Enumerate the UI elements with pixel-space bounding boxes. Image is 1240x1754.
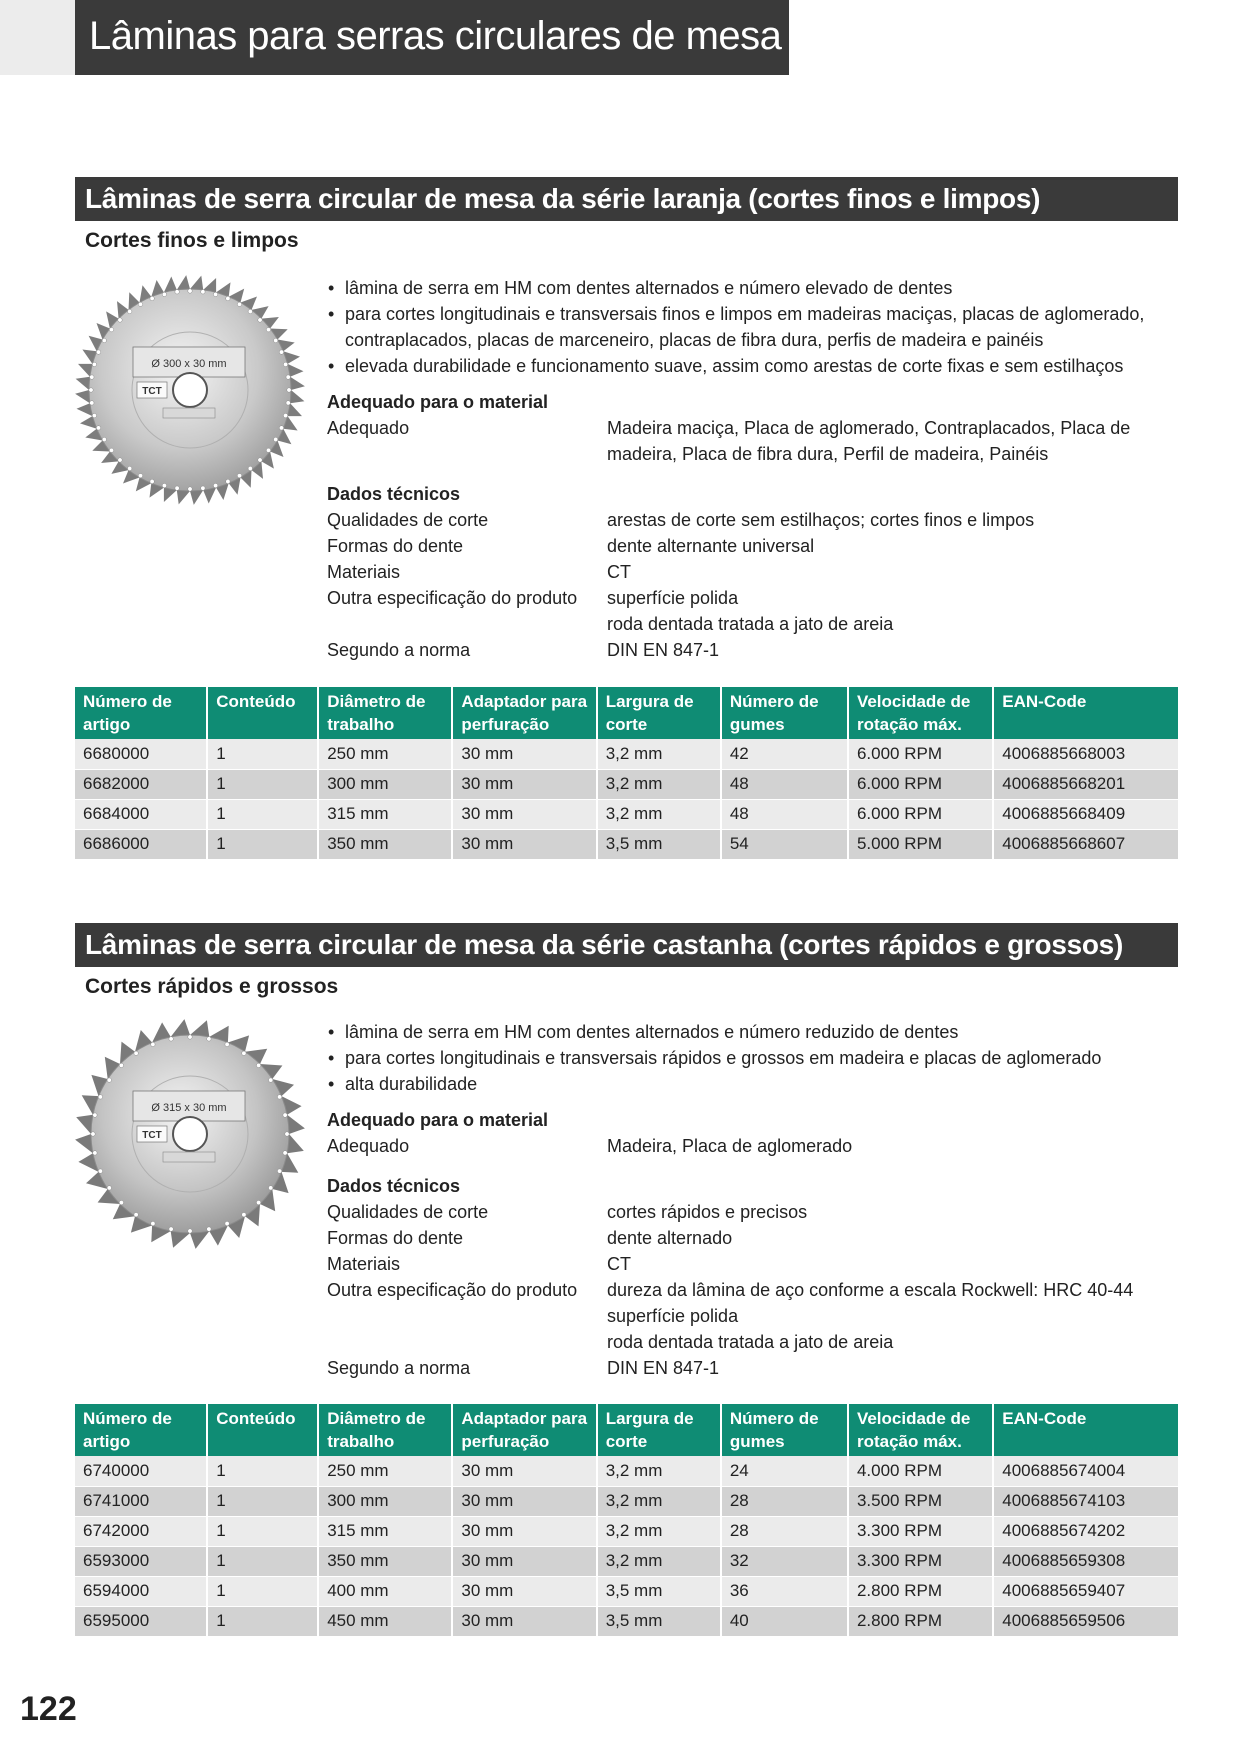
spec-row [327, 1199, 1177, 1225]
spec-label: Outra especificação do produto [327, 1280, 578, 1300]
table-cell: 28 [721, 1486, 848, 1516]
table-cell: 6741000 [75, 1486, 207, 1516]
table-cell: 250 mm [318, 739, 452, 769]
table-row [75, 1516, 1178, 1546]
blade-label: Ø 300 x 30 mm [151, 358, 227, 370]
product-details [327, 275, 1177, 663]
spec-label: Segundo a norma [327, 640, 471, 660]
table-cell: 4006885659506 [993, 1606, 1178, 1636]
table-cell: 350 mm [318, 829, 452, 859]
table-cell: 3.300 RPM [848, 1546, 993, 1576]
table-cell: 30 mm [452, 1516, 596, 1546]
table-row [75, 829, 1178, 859]
table-cell: 350 mm [318, 1546, 452, 1576]
table-cell: 3,2 mm [597, 1516, 721, 1546]
column-header: EAN-Code [993, 687, 1178, 739]
spec-value: roda dentada tratada a jato de areia [607, 614, 894, 634]
table-cell: 1 [207, 1486, 318, 1516]
product-section-brown [75, 923, 1178, 1630]
blade-label: Ø 315 x 30 mm [151, 1102, 227, 1114]
product-table [75, 687, 1178, 860]
feature-item: • para cortes longitudinais e transversais rápidos e grossos em madeira e placas de aglomerado [327, 1045, 1177, 1071]
spec-value: DIN EN 847-1 [607, 640, 720, 660]
material-value: Madeira, Placa de aglomerado [607, 1136, 853, 1156]
table-cell: 6684000 [75, 799, 207, 829]
spec-value: DIN EN 847-1 [607, 1358, 720, 1378]
table-cell: 30 mm [452, 769, 596, 799]
tech-heading: Dados técnicos [327, 484, 461, 504]
table-cell: 24 [721, 1456, 848, 1486]
table-cell: 4006885668003 [993, 739, 1178, 769]
table-row [75, 1456, 1178, 1486]
page-title-bar [75, 0, 789, 75]
table-row [75, 1546, 1178, 1576]
table-cell: 30 mm [452, 799, 596, 829]
table-cell: 6.000 RPM [848, 799, 993, 829]
spec-label: Formas do dente [327, 1228, 464, 1248]
table-cell: 32 [721, 1546, 848, 1576]
section-title: Lâminas de serra circular de mesa da série laranja (cortes finos e limpos) [85, 183, 1041, 214]
feature-list [327, 275, 1177, 379]
section-title-bar [75, 923, 1178, 967]
table-row [75, 1606, 1178, 1636]
table-cell: 315 mm [318, 799, 452, 829]
spec-row [327, 637, 1177, 663]
table-cell: 30 mm [452, 1486, 596, 1516]
spec-row [327, 1277, 1177, 1303]
table-cell: 1 [207, 769, 318, 799]
spec-label [327, 1329, 607, 1355]
material-value: Madeira maciça, Placa de aglomerado, Contraplacados, Placa de madeira, Placa de fibra dura, Perfil de madeira, Painéis [607, 418, 1131, 464]
table-row [75, 1576, 1178, 1606]
table-cell: 300 mm [318, 769, 452, 799]
column-header: Adaptador para perfuração [452, 687, 596, 739]
spec-label [327, 611, 607, 637]
column-header: Largura de corte [597, 1404, 721, 1456]
spec-label: Materiais [327, 1254, 401, 1274]
svg-text:TCT: TCT [142, 386, 162, 397]
spec-row [327, 1303, 1177, 1329]
table-cell: 1 [207, 829, 318, 859]
table-cell: 6595000 [75, 1606, 207, 1636]
table-cell: 40 [721, 1606, 848, 1636]
column-header: Diâmetro de trabalho [318, 1404, 452, 1456]
table-cell: 6686000 [75, 829, 207, 859]
spec-value: superfície polida [607, 588, 739, 608]
column-header: Adaptador para perfuração [452, 1404, 596, 1456]
spec-row [327, 585, 1177, 611]
section-subtitle: Cortes finos e limpos [85, 229, 299, 252]
spec-value: arestas de corte sem estilhaços; cortes finos e limpos [607, 510, 1035, 530]
column-header: Número de artigo [75, 1404, 207, 1456]
table-cell: 3,2 mm [597, 739, 721, 769]
table-cell: 6593000 [75, 1546, 207, 1576]
spec-label [327, 1303, 607, 1329]
table-cell: 3,2 mm [597, 769, 721, 799]
table-cell: 2.800 RPM [848, 1576, 993, 1606]
material-label: Adequado [327, 1136, 410, 1156]
spec-row [327, 1355, 1177, 1381]
table-cell: 28 [721, 1516, 848, 1546]
material-heading: Adequado para o material [327, 1110, 549, 1130]
section-title: Lâminas de serra circular de mesa da série castanha (cortes rápidos e grossos) [85, 929, 1123, 960]
table-cell: 4006885659308 [993, 1546, 1178, 1576]
table-cell: 6680000 [75, 739, 207, 769]
feature-item: • alta durabilidade [327, 1071, 1177, 1097]
table-cell: 3,5 mm [597, 829, 721, 859]
spec-row [327, 1225, 1177, 1251]
table-cell: 30 mm [452, 1576, 596, 1606]
spec-value: cortes rápidos e precisos [607, 1202, 808, 1222]
saw-blade-image [75, 1019, 305, 1249]
feature-item: • lâmina de serra em HM com dentes alternados e número reduzido de dentes [327, 1019, 1177, 1045]
table-cell: 3.300 RPM [848, 1516, 993, 1546]
feature-item: • lâmina de serra em HM com dentes alternados e número elevado de dentes [327, 275, 1177, 301]
spec-label: Formas do dente [327, 536, 464, 556]
table-cell: 315 mm [318, 1516, 452, 1546]
table-cell: 3,5 mm [597, 1606, 721, 1636]
column-header: Número de gumes [721, 1404, 848, 1456]
table-cell: 400 mm [318, 1576, 452, 1606]
feature-item: • elevada durabilidade e funcionamento suave, assim como arestas de corte fixas e sem estilhaços [327, 353, 1177, 379]
spec-label: Qualidades de corte [327, 1202, 489, 1222]
table-cell: 48 [721, 799, 848, 829]
table-cell: 6.000 RPM [848, 769, 993, 799]
table-cell: 30 mm [452, 1546, 596, 1576]
table-row [75, 799, 1178, 829]
material-heading: Adequado para o material [327, 392, 549, 412]
table-cell: 4006885659407 [993, 1576, 1178, 1606]
spec-row [327, 611, 1177, 637]
table-cell: 1 [207, 1606, 318, 1636]
spec-row [327, 507, 1177, 533]
table-cell: 4.000 RPM [848, 1456, 993, 1486]
saw-blade-image [75, 275, 305, 505]
table-cell: 30 mm [452, 829, 596, 859]
table-cell: 6682000 [75, 769, 207, 799]
table-cell: 3,2 mm [597, 1546, 721, 1576]
column-header: EAN-Code [993, 1404, 1178, 1456]
feature-list [327, 1019, 1177, 1097]
spec-row [327, 533, 1177, 559]
table-row [75, 1486, 1178, 1516]
spec-label: Qualidades de corte [327, 510, 489, 530]
table-cell: 1 [207, 1456, 318, 1486]
page-number: 122 [20, 1690, 77, 1728]
table-cell: 4006885668201 [993, 769, 1178, 799]
table-cell: 42 [721, 739, 848, 769]
section-subtitle: Cortes rápidos e grossos [85, 975, 339, 998]
table-cell: 1 [207, 739, 318, 769]
table-cell: 3.500 RPM [848, 1486, 993, 1516]
table-cell: 4006885668607 [993, 829, 1178, 859]
spec-label: Materiais [327, 562, 401, 582]
table-cell: 250 mm [318, 1456, 452, 1486]
column-header: Número de gumes [721, 687, 848, 739]
spec-value: dureza da lâmina de aço conforme a escala Rockwell: HRC 40-44 [607, 1280, 1134, 1300]
svg-text:TCT: TCT [142, 1130, 162, 1141]
product-table [75, 1404, 1178, 1637]
spec-value: roda dentada tratada a jato de areia [607, 1332, 894, 1352]
column-header: Diâmetro de trabalho [318, 687, 452, 739]
section-title-bar [75, 177, 1178, 221]
table-cell: 3,2 mm [597, 1456, 721, 1486]
table-cell: 450 mm [318, 1606, 452, 1636]
product-details [327, 1019, 1177, 1381]
table-row [75, 739, 1178, 769]
spec-row [327, 1251, 1177, 1277]
spec-value: superfície polida [607, 1306, 739, 1326]
spec-value: dente alternante universal [607, 536, 815, 556]
table-cell: 1 [207, 1546, 318, 1576]
table-cell: 1 [207, 1516, 318, 1546]
column-header: Conteúdo [207, 1404, 318, 1456]
table-cell: 300 mm [318, 1486, 452, 1516]
table-cell: 30 mm [452, 1456, 596, 1486]
table-cell: 3,5 mm [597, 1576, 721, 1606]
table-cell: 1 [207, 799, 318, 829]
spec-row [327, 559, 1177, 585]
table-cell: 48 [721, 769, 848, 799]
table-cell: 30 mm [452, 1606, 596, 1636]
spec-row [327, 1329, 1177, 1355]
table-cell: 30 mm [452, 739, 596, 769]
table-cell: 54 [721, 829, 848, 859]
table-cell: 4006885674202 [993, 1516, 1178, 1546]
spec-value: CT [607, 1254, 631, 1274]
spec-value: dente alternado [607, 1228, 733, 1248]
table-cell: 6740000 [75, 1456, 207, 1486]
material-label: Adequado [327, 418, 410, 438]
product-section-orange [75, 177, 1178, 853]
table-cell: 36 [721, 1576, 848, 1606]
corner-block [0, 0, 75, 75]
table-cell: 6.000 RPM [848, 739, 993, 769]
page-title: Lâminas para serras circulares de mesa [89, 14, 782, 58]
table-cell: 4006885674103 [993, 1486, 1178, 1516]
table-header-row [75, 687, 1178, 739]
tech-heading: Dados técnicos [327, 1176, 461, 1196]
table-cell: 6742000 [75, 1516, 207, 1546]
column-header: Velocidade de rotação máx. [848, 1404, 993, 1456]
feature-item: • para cortes longitudinais e transversais finos e limpos em madeiras maciças, placas de aglomerado, contraplacados, placas de marceneiro, placas de fibra dura, perfis de madeira e painéis [327, 301, 1177, 353]
table-cell: 4006885674004 [993, 1456, 1178, 1486]
table-cell: 3,2 mm [597, 799, 721, 829]
material-row [327, 415, 1177, 467]
spec-value: CT [607, 562, 631, 582]
table-cell: 4006885668409 [993, 799, 1178, 829]
table-cell: 5.000 RPM [848, 829, 993, 859]
column-header: Número de artigo [75, 687, 207, 739]
table-row [75, 769, 1178, 799]
spec-label: Segundo a norma [327, 1358, 471, 1378]
spec-label: Outra especificação do produto [327, 588, 578, 608]
table-cell: 2.800 RPM [848, 1606, 993, 1636]
table-cell: 1 [207, 1576, 318, 1606]
column-header: Velocidade de rotação máx. [848, 687, 993, 739]
table-cell: 3,2 mm [597, 1486, 721, 1516]
column-header: Largura de corte [597, 687, 721, 739]
table-cell: 6594000 [75, 1576, 207, 1606]
material-row [327, 1133, 1177, 1159]
column-header: Conteúdo [207, 687, 318, 739]
table-header-row [75, 1404, 1178, 1456]
